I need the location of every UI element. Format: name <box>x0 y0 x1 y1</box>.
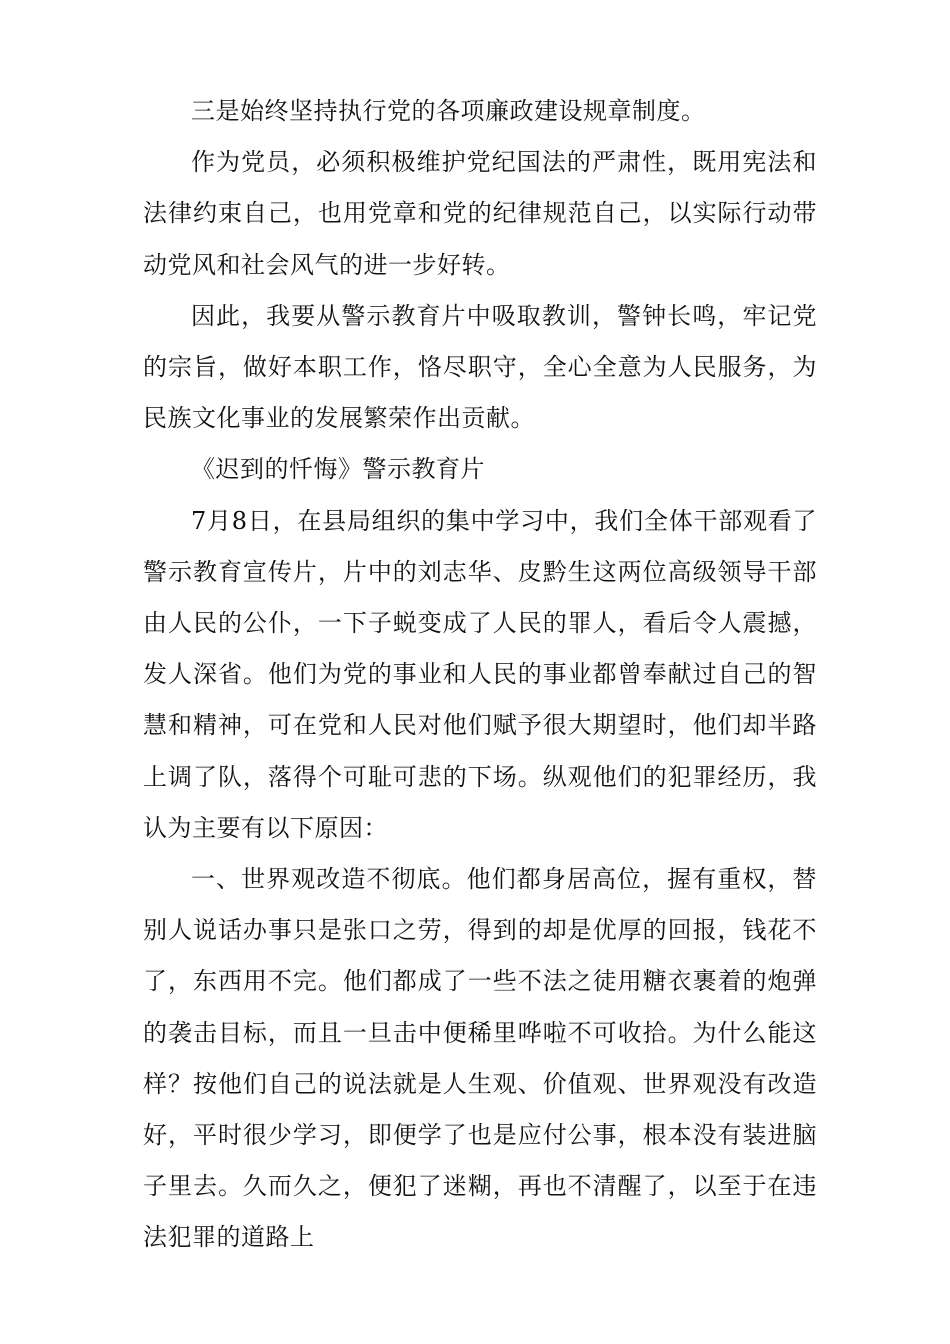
paragraph-study-session: 7月8日，在县局组织的集中学习中，我们全体干部观看了警示教育宣传片，片中的刘志华、皮黔生这两位高级领导干部由人民的公仆，一下子蜕变成了人民的罪人，看后令人震撼，发人深省。他们为党的事业和人民的事业都曾奉献过自己的智慧和精神，可在党和人民对他们赋予很大期望时，他们却半路上调了队，落得个可耻可悲的下场。纵观他们的犯罪经历，我认为主要有以下原因： <box>143 506 817 842</box>
paragraph-lessons: 因此，我要从警示教育片中吸取教训，警钟长鸣，牢记党的宗旨，做好本职工作，恪尽职守，全心全意为人民服务，为民族文化事业的发展繁荣作出贡献。 <box>143 301 817 433</box>
document-body <box>143 86 817 1264</box>
paragraph-reason-one: 一、世界观改造不彻底。他们都身居高位，握有重权，替别人说话办事只是张口之劳，得到的却是优厚的回报，钱花不了，东西用不完。他们都成了一些不法之徒用糖衣裹着的炮弹的袭击目标，而且一旦击中便稀里哗啦不可收拾。为什么能这样？按他们自己的说法就是人生观、价值观、世界观没有改造好，平时很少学习，即便学了也是应付公事，根本没有装进脑子里去。久而久之，便犯了迷糊，再也不清醒了，以至于在违法犯罪的道路上 <box>143 865 817 1252</box>
paragraph-party-member-duty: 作为党员，必须积极维护党纪国法的严肃性，既用宪法和法律约束自己，也用党章和党的纪律规范自己，以实际行动带动党风和社会风气的进一步好转。 <box>143 148 817 279</box>
section-heading: 《迟到的忏悔》警示教育片 <box>191 455 485 484</box>
paragraph-regulations: 三是始终坚持执行党的各项廉政建设规章制度。 <box>191 97 706 125</box>
